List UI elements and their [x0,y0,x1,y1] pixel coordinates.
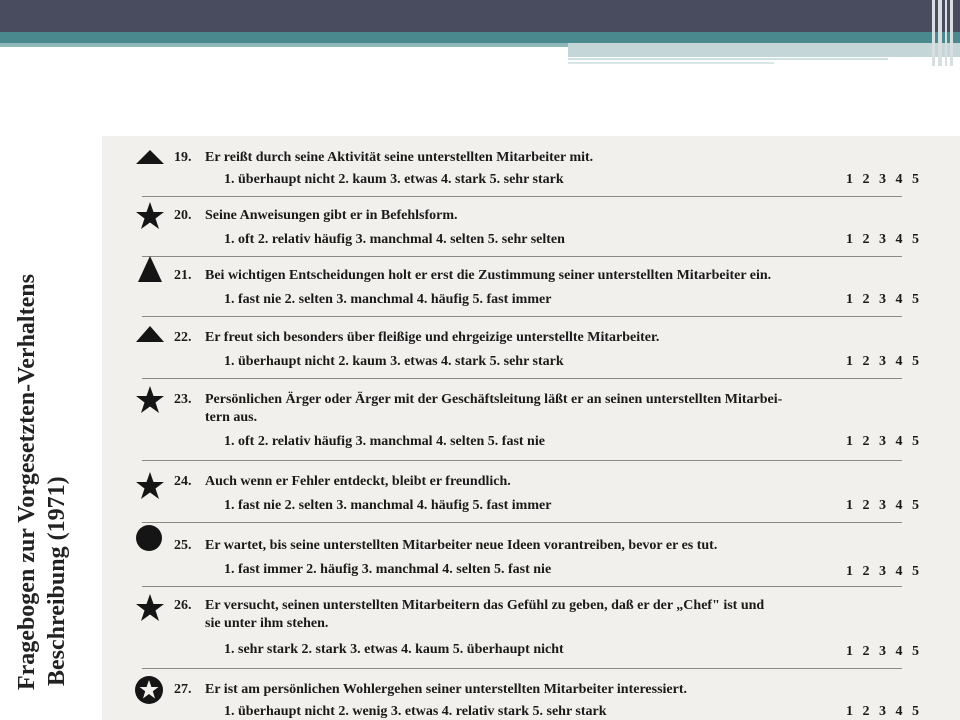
header-accent-stripe-right [568,43,960,57]
item-answers: 1. sehr stark 2. stark 3. etwas 4. kaum 5. überhaupt nicht [224,642,564,657]
item-number: 23. [174,392,192,407]
top-header-bar [0,0,960,32]
item-number: 21. [174,268,192,283]
star-icon [134,592,166,624]
item-question: Seine Anweisungen gibt er in Befehlsform. [205,208,458,223]
item-number: 27. [174,682,192,697]
item-question-continued: sie unter ihm stehen. [205,616,329,631]
item-divider [142,196,902,197]
star-icon [134,470,166,502]
item-answers: 1. fast nie 2. selten 3. manchmal 4. häufig 5. fast immer [224,292,552,307]
header-accent-line-short [568,62,774,64]
item-question: Auch wenn er Fehler entdeckt, bleibt er freundlich. [205,474,511,489]
item-question: Er wartet, bis seine unterstellten Mitarbeiter neue Ideen vorantreiben, bevor er es tut. [205,538,718,553]
circle-star-icon [134,674,166,706]
item-answers: 1. überhaupt nicht 2. wenig 3. etwas 4. relativ stark 5. sehr stark [224,704,607,719]
item-number: 20. [174,208,192,223]
item-divider [142,522,902,523]
header-accent-band [0,32,960,43]
item-scale: 1 2 3 4 5 [846,644,919,659]
item-divider [142,586,902,587]
slide-title [12,110,102,690]
slide-title-line-2: Beschreibung (1971) [44,476,70,686]
item-question: Er freut sich besonders über fleißige und ehrgeizige unterstellte Mitarbeiter. [205,330,660,345]
item-question: Bei wichtigen Entscheidungen holt er erst die Zustimmung seiner unterstellten Mitarbeiter ein. [205,268,772,283]
item-scale: 1 2 3 4 5 [846,564,919,579]
item-number: 24. [174,474,192,489]
item-answers: 1. fast immer 2. häufig 3. manchmal 4. selten 5. fast nie [224,562,552,577]
item-question: Er versucht, seinen unterstellten Mitarbeitern das Gefühl zu geben, daß er der „Chef" ist und [205,598,765,613]
item-scale: 1 2 3 4 5 [846,354,919,369]
item-answers: 1. überhaupt nicht 2. kaum 3. etwas 4. stark 5. sehr stark [224,354,564,369]
item-scale: 1 2 3 4 5 [846,434,919,449]
item-answers: 1. fast nie 2. selten 3. manchmal 4. häufig 5. fast immer [224,498,552,513]
item-divider [142,460,902,461]
header-accent-stripe [0,43,568,47]
item-question: Er reißt durch seine Aktivität seine unterstellten Mitarbeiter mit. [205,150,594,165]
triangle-flat-icon [134,144,166,176]
item-divider [142,316,902,317]
item-scale: 1 2 3 4 5 [846,232,919,247]
item-number: 22. [174,330,192,345]
item-answers: 1. überhaupt nicht 2. kaum 3. etwas 4. stark 5. sehr stark [224,172,564,187]
header-accent-line [568,58,888,60]
item-number: 26. [174,598,192,613]
item-question: Er ist am persönlichen Wohlergehen seiner unterstellten Mitarbeiter interessiert. [205,682,688,697]
item-scale: 1 2 3 4 5 [846,704,919,719]
item-scale: 1 2 3 4 5 [846,498,919,513]
item-divider [142,256,902,257]
star-icon [134,200,166,232]
item-question: Persönlichen Ärger oder Ärger mit der Geschäftsleitung läßt er an seinen unterstellten Mitarbei- [205,392,783,407]
item-question-continued: tern aus. [205,410,258,425]
questionnaire-scan [102,136,960,720]
triangle-tall-icon [134,252,166,284]
slide-title-line-1: Fragebogen zur Vorgesetzten-Verhaltens [14,274,40,690]
item-number: 25. [174,538,192,553]
item-divider [142,378,902,379]
star-icon [134,384,166,416]
item-number: 19. [174,150,192,165]
item-answers: 1. oft 2. relativ häufig 3. manchmal 4. selten 5. sehr selten [224,232,565,247]
header-corner-lines [928,0,960,66]
triangle-flat-icon [134,320,166,352]
item-divider [142,668,902,669]
circle-icon [134,522,166,554]
item-answers: 1. oft 2. relativ häufig 3. manchmal 4. selten 5. fast nie [224,434,545,449]
item-scale: 1 2 3 4 5 [846,172,919,187]
item-scale: 1 2 3 4 5 [846,292,919,307]
